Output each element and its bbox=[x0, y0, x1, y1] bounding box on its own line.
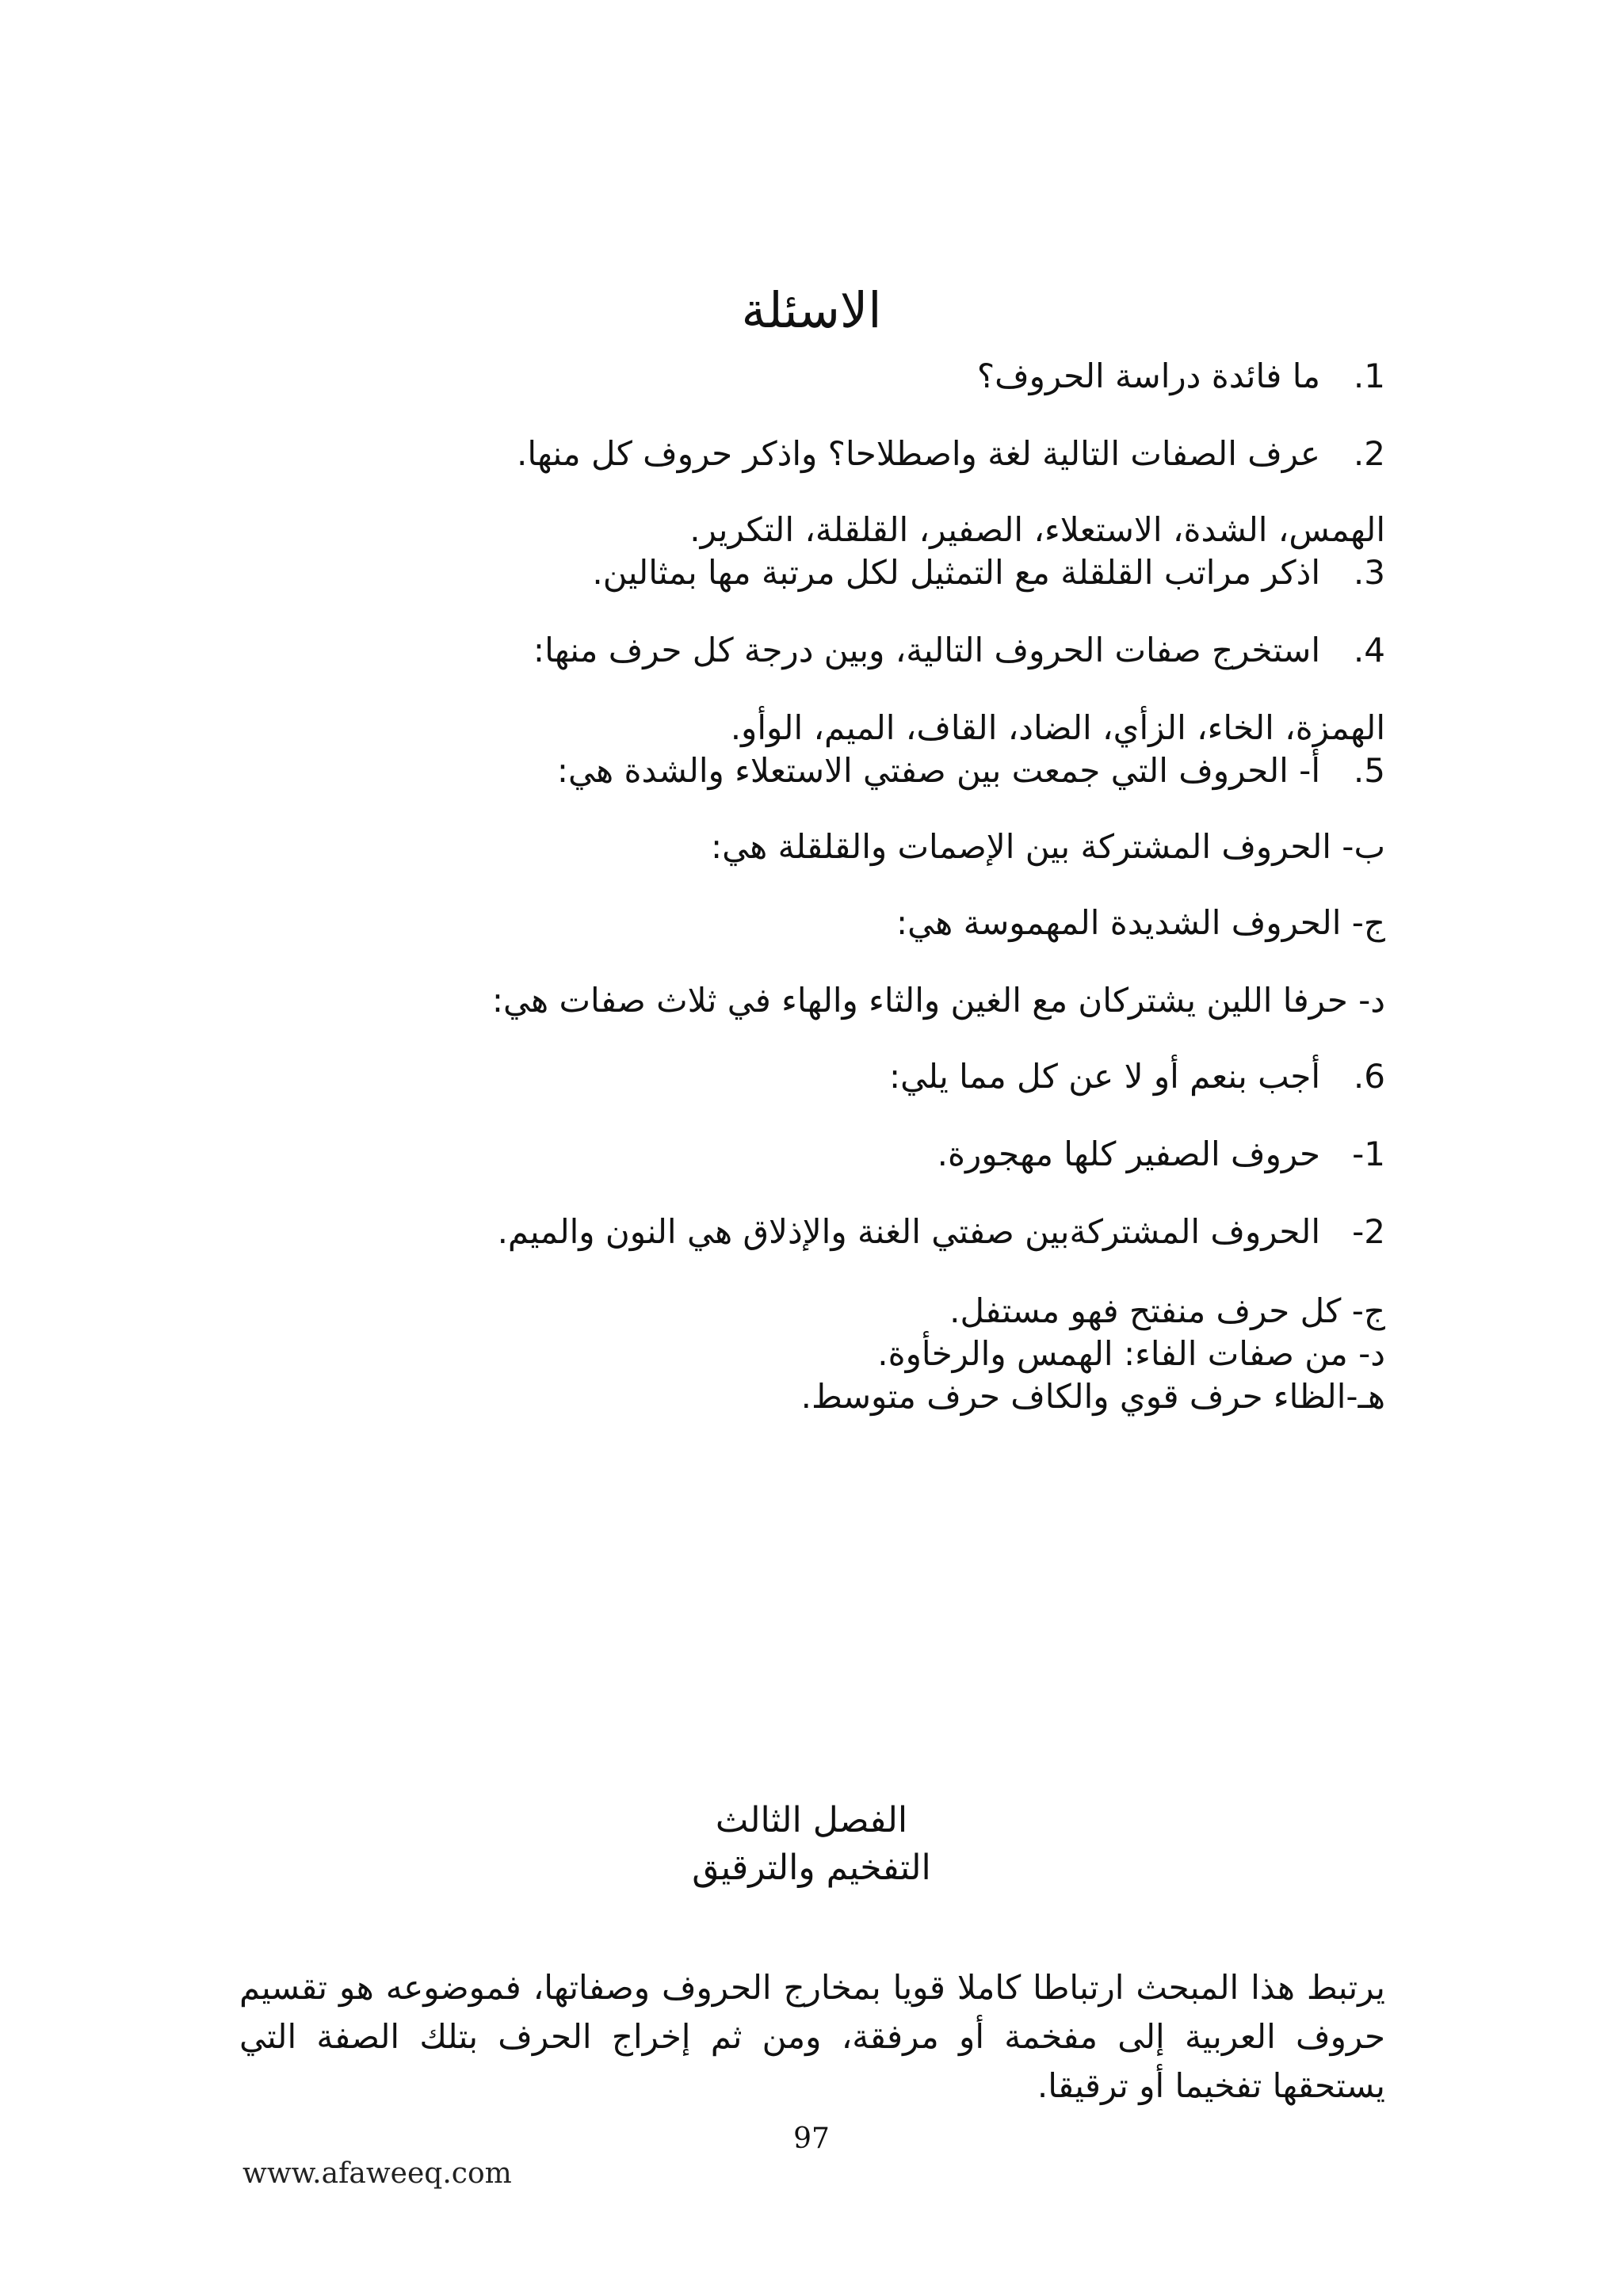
question-text: أجب بنعم أو لا عن كل مما يلي: bbox=[889, 1057, 1320, 1096]
question-text: استخرج صفات الحروف التالية، وبين درجة كل حرف منها: bbox=[533, 631, 1320, 669]
question-1 bbox=[197, 353, 1385, 399]
chapter-heading: الفصل الثالث bbox=[715, 1800, 908, 1840]
question-3 bbox=[197, 550, 1385, 596]
question-number: 3. bbox=[1353, 553, 1385, 592]
question-text: اذكر مراتب القلقلة مع التمثيل لكل مرتبة مها بمثالين. bbox=[592, 553, 1320, 592]
question-text: ما فائدة دراسة الحروف؟ bbox=[976, 357, 1320, 395]
question-4-list: الهمزة، الخاء، الزأي، الضاد، القاف، الميم، الوأو. bbox=[730, 708, 1385, 747]
item-text: الحروف المشتركةبين صفتي الغنة والإذلاق هي النون والميم. bbox=[497, 1212, 1320, 1251]
question-5-c: ج- الحروف الشديدة المهموسة هي: bbox=[896, 903, 1385, 942]
question-2-list: الهمس، الشدة، الاستعلاء، الصفير، القلقلة، التكرير. bbox=[689, 510, 1385, 549]
question-number: 5. bbox=[1353, 751, 1385, 790]
question-6-c: ج- كل حرف منفتح فهو مستفل. bbox=[949, 1291, 1385, 1330]
question-5-d: د- حرفا اللين يشتركان مع الغين والثاء والهاء في ثلاث صفات هي: bbox=[491, 981, 1385, 1020]
website-link[interactable]: www.afaweeq.com bbox=[242, 2157, 512, 2190]
question-4 bbox=[197, 627, 1385, 673]
question-5-b: ب- الحروف المشتركة بين الإصمات والقلقلة هي: bbox=[710, 827, 1385, 866]
question-6-d: د- من صفات الفاء: الهمس والرخأوة. bbox=[877, 1334, 1385, 1373]
question-text: عرف الصفات التالية لغة واصطلاحا؟ واذكر حروف كل منها. bbox=[517, 434, 1320, 473]
question-text: أ- الحروف التي جمعت بين صفتي الاستعلاء والشدة هي: bbox=[556, 751, 1320, 790]
question-6-item-2 bbox=[197, 1209, 1385, 1255]
question-number: 6. bbox=[1353, 1057, 1385, 1096]
item-text: حروف الصفير كلها مهجورة. bbox=[937, 1135, 1320, 1173]
question-5 bbox=[197, 748, 1385, 794]
question-2 bbox=[197, 431, 1385, 477]
question-6 bbox=[197, 1054, 1385, 1100]
item-number: 1- bbox=[1352, 1135, 1385, 1173]
question-number: 4. bbox=[1353, 631, 1385, 669]
question-6-e: هـ-الظاء حرف قوي والكاف حرف متوسط. bbox=[800, 1377, 1385, 1416]
chapter-subheading: التفخيم والترقيق bbox=[692, 1848, 931, 1888]
question-6-item-1 bbox=[197, 1131, 1385, 1177]
question-number: 1. bbox=[1353, 357, 1385, 395]
question-number: 2. bbox=[1353, 434, 1385, 473]
page-title: الاسئلة bbox=[741, 281, 882, 339]
body-paragraph: يرتبط هذا المبحث ارتباطا كاملا قويا بمخارج الحروف وصفاتها، فموضوعه هو تقسيم حروف العربية إلى مفخمة أو مرفقة، ومن ثم إخراج الحرف بتلك الصفة التي يستحقها تفخيما أو ترقيقا. bbox=[239, 1968, 1385, 2105]
item-number: 2- bbox=[1352, 1212, 1385, 1251]
page-number: 97 bbox=[793, 2122, 830, 2155]
